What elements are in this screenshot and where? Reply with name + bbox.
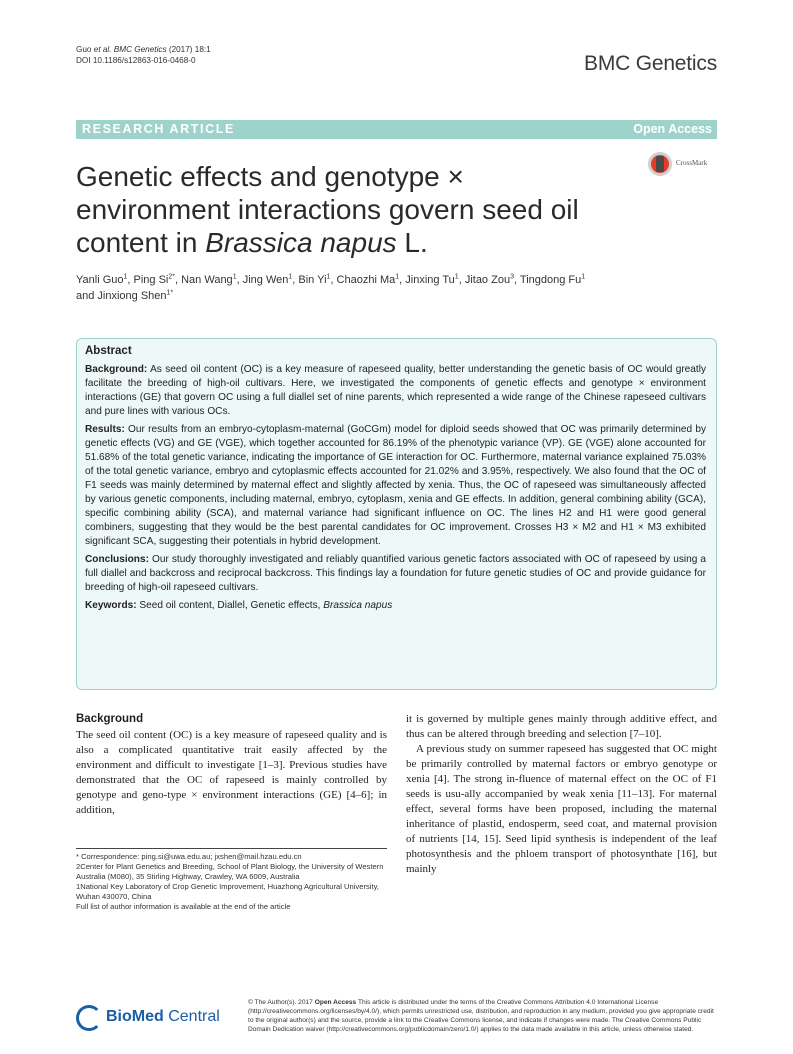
title-line-3-end: L. — [396, 227, 428, 258]
body-paragraph: A previous study on summer rapeseed has suggested that OC might be primarily controlled by maternal factors or embryo genotype or xenia [4]. The strong in-fluence of maternal effect on the OC of F1 seeds is usu-ally accompanied by weak xenia [11–13]. For maternal effect, several forms have been proposed, including the maternal inheritance of plastid, endosperm, seed coat, and maternal provision of nutrients [14, 15]. Seed lipid synthesis is independent of the leaf photosynthesis and the phloem transport of photosynthate [16], but mainly — [406, 743, 717, 875]
citation-prefix: Guo — [76, 45, 94, 54]
article-type-label: RESEARCH ARTICLE — [82, 122, 235, 136]
abstract-box — [76, 338, 717, 690]
abstract-background: Background: As seed oil content (OC) is a key measure of rapeseed quality, better understanding the genetic basis of OC would greatly facilitate the breeding of high-oil cultivars. Here, we investigated the components of genetic effects and genotype × environment interactions (GE) that govern OC using a full diallel set of nine parents, which represented a wide range of the Chinese rapeseed cultivars and pure lines with various OCs. — [85, 364, 706, 417]
title-line-1: Genetic effects and genotype × — [76, 161, 464, 192]
title-species: Brassica napus — [205, 227, 397, 258]
crossmark-label: CrossMark — [676, 159, 708, 167]
body-right-column — [406, 712, 717, 877]
full-author-info-note: Full list of author information is available at the end of the article — [76, 902, 291, 911]
title-line-3: content in — [76, 227, 206, 258]
article-citation — [76, 44, 211, 66]
body-paragraph: The seed oil content (OC) is a key measure of rapeseed quality and is also a complicated quantitative trait easily affected by the environment and difficult to investigate [1–3]. Previous studies have demonstrated that the OC of rapeseed is mainly controlled by genotype and geno-type × environment interactions (GE) [4–6]; in addition, — [76, 729, 387, 816]
license-statement: © The Author(s). 2017 Open Access This article is distributed under the terms of the Creative Commons Attribution 4.0 International License (http://creativecommons.org/licenses/by/4.0/), which permits unrestricted use, distribution, and reproduction in any medium, provided you give appropriate credit to the original author(s) and the source, provide a link to the Creative Commons license, and indicate if changes were made. The Creative Commons Public Domain Dedication waiver (http://creativecommons.org/publicdomain/zero/1.0/) applies to the data made available in this article, unless otherwise stated. — [248, 999, 714, 1033]
abstract-heading: Abstract — [85, 345, 132, 357]
abstract-keywords: Keywords: Seed oil content, Diallel, Genetic effects, Brassica napus — [85, 600, 393, 611]
affiliation-1: 1National Key Laboratory of Crop Genetic Improvement, Huazhong Agricultural University, Wuhan 430070, China — [76, 882, 379, 901]
section-heading-background: Background — [76, 713, 144, 725]
correspondence-emails[interactable]: * Correspondence: ping.si@uwa.edu.au; jxshen@mail.hzau.edu.cn — [76, 852, 302, 861]
correspondence-footnote — [76, 848, 387, 912]
abstract-conclusions: Conclusions: Our study thoroughly investigated and reliably quantified various genetic factors associated with OC of rapeseed by using a full diallel and backcross and reciprocal backcross. This findings lay a foundation for future genetic studies of OC and provide guidance for breeding of high-oil rapeseed cultivars. — [85, 554, 706, 593]
crossmark-badge[interactable] — [648, 152, 728, 178]
abstract-results: Results: Our results from an embryo-cytoplasm-maternal (GoCGm) model for diploid seeds showed that OC was primarily determined by genetic effects (VG) and GE (VGE), which together accounted for 86.19% of the phenotypic variance (VP). GE (VGE) alone accounted for 51.68% of the total genetic variance, indicating the importance of GE interaction for OC. Furthermore, maternal variance explained 75.03% of the total genetic variance, embryo and cytoplasmic effects accounted for 21.02% and 3.95%, respectively. We also found that the OC of F1 seeds was mainly determined by maternal effect and slightly affected by xenia. Thus, the OC of rapeseed was simultaneously affected by various genetic components, including maternal, embryo, cytoplasm, xenia and GE effects. In addition, general combining ability (GCA), specific combining ability (SCA), and maternal variance had significant influence on OC. The lines H2 and H1 were good general combiners, suggesting that they would be the best parental candidates for OC improvement. Crosses H3 × M2 and H1 × M3 exhibited significant SCA, suggesting their potentials in hybrid development. — [85, 424, 706, 547]
citation-etal: et al. BMC Genetics — [93, 45, 167, 54]
article-type-banner — [76, 120, 717, 139]
article-doi[interactable]: DOI 10.1186/s12863-016-0468-0 — [76, 56, 196, 65]
body-paragraph: it is governed by multiple genes mainly through additive effect, and thus can be altered through breeding and selection [7–10]. — [406, 713, 717, 740]
author-list: Yanli Guo$^1$, Ping $Si^{2*}$, Nan Wang$^1$, Jing Wen$^1$, Bin Yi$^1$, Chaozhi Ma$^1$, Jinxing Tu$^1$, Jitao Zou$^3$, Tingdong Fu$^1$ and Jinxiong Shen$^{1*}$ — [76, 273, 586, 302]
open-access-label: Open Access — [633, 122, 712, 136]
crossmark-icon — [648, 152, 672, 176]
body-left-column — [76, 712, 387, 818]
affiliation-2: 2Center for Plant Genetics and Breeding, School of Plant Biology, the University of Western Australia (M080), 35 Stirling Highway, Crawley, WA 6009, Australia — [76, 862, 384, 881]
biomed-central-logo[interactable]: BioMed Central — [76, 1005, 236, 1039]
journal-name: BMC Genetics — [584, 52, 717, 75]
biomed-central-logo-icon — [76, 1005, 102, 1031]
abstract-results-text: Our results from an embryo-cytoplasm-maternal (GoCGm) model for diploid seeds showed that OC was primarily determined by genetic effects (VG) and GE (VGE), which together accounted for 86.19% of the phenotypic variance (VP). GE (VGE) alone accounted for 51.68% of the total genetic variance, indicating the importance of GE interaction for OC. Furthermore, maternal variance explained 75.03% of the total genetic variance, embryo and cytoplasmic effects accounted for 21.02% and 3.95%, respectively. We also found that the OC of F1 seeds was mainly determined by maternal effect and slightly affected by xenia. Thus, the OC of rapeseed was simultaneously affected by various genetic components, including maternal, embryo, cytoplasm, xenia and GE effects. In addition, general combining ability (GCA), specific combining ability (SCA), and maternal variance had significant influence on OC. The lines H2 and H1 were good general combiners, suggesting that they would be the best parental candidates for OC improvement. Crosses H3 × M2 and H1 × M3 exhibited significant SCA, suggesting their potentials in hybrid development. — [85, 424, 706, 547]
article-title — [76, 160, 636, 259]
title-line-2: environment interactions govern seed oil — [76, 194, 579, 225]
citation-suffix: (2017) 18:1 — [166, 45, 211, 54]
